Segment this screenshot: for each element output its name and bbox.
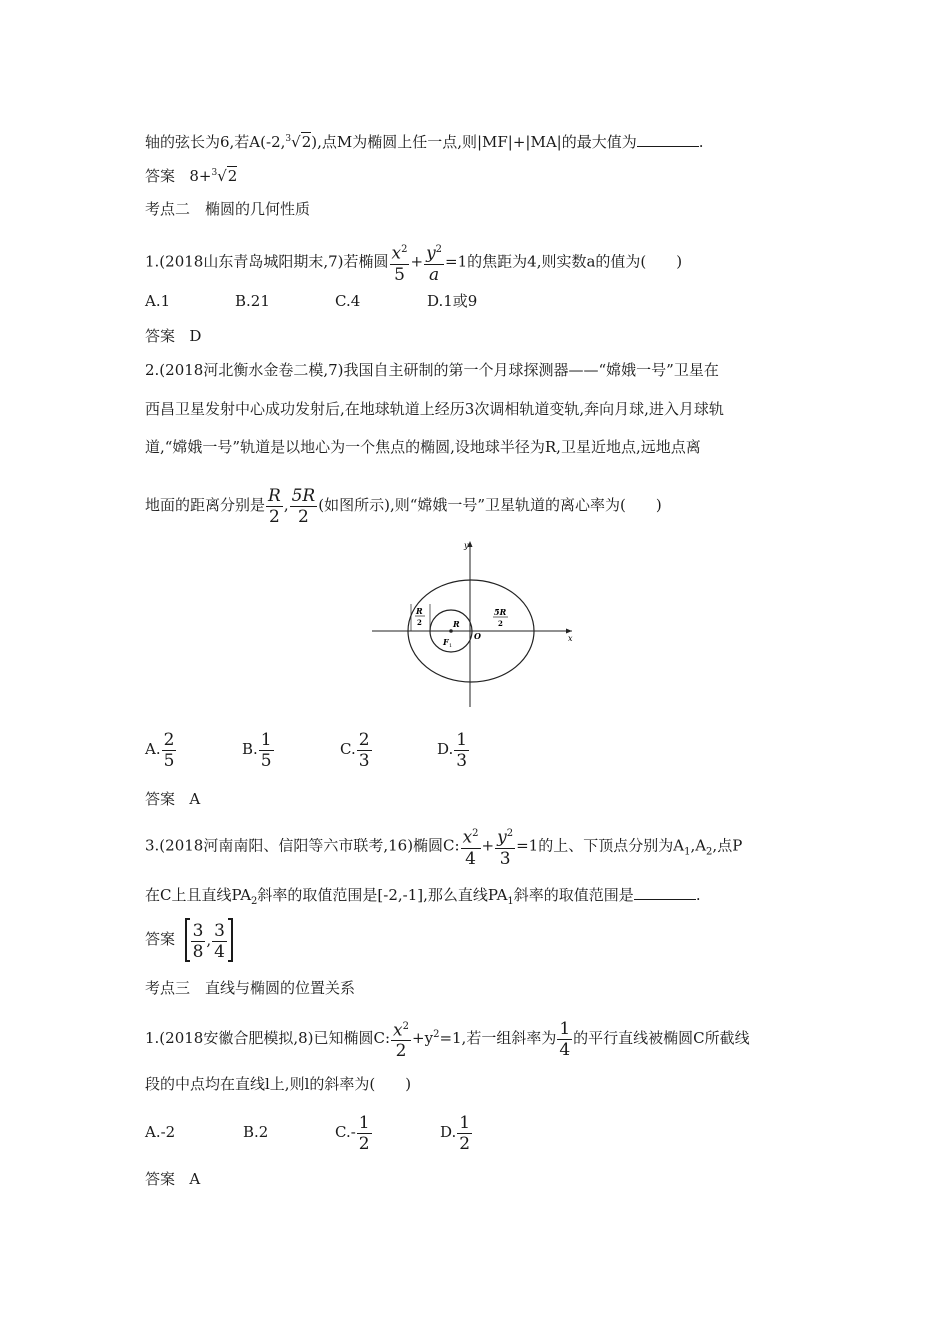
- subscript: 2: [251, 896, 258, 907]
- focus-label: F: [443, 637, 449, 647]
- period: .: [698, 133, 704, 151]
- subscript: 2: [706, 846, 713, 858]
- option-b: B.2: [243, 1123, 269, 1141]
- q2-options: [145, 727, 470, 771]
- answer-label: 答案: [145, 790, 176, 808]
- q3-line2-b: 斜率的取值范围是[-2,-1],那么直线PA: [257, 886, 508, 904]
- q3-mid: ,A: [690, 836, 707, 855]
- option-a: A. $\frac{2}{5}$: [145, 729, 175, 771]
- fraction: $\frac{x^2}{2}$: [391, 1017, 411, 1062]
- answer-blank: [637, 132, 699, 147]
- left-distance-den: 2: [417, 618, 422, 627]
- intro-text: 轴的弦长为6,若A(-2,: [145, 133, 286, 151]
- q4-options: [145, 1110, 473, 1154]
- option-c: C.- $\frac{1}{2}$: [335, 1112, 370, 1154]
- q1-prefix: 1.(2018山东青岛城阳期末,7)若椭圆: [145, 252, 389, 271]
- option-b: B.21: [235, 292, 270, 310]
- option-d: D. $\frac{1}{3}$: [437, 729, 468, 771]
- q2-line4-suffix: (如图所示),则“嫦娥一号”卫星轨道的离心率为( ): [318, 496, 662, 514]
- x-axis-label: x: [568, 634, 573, 643]
- q2-line4-prefix: 地面的距离分别是: [145, 496, 266, 514]
- option-d: D.1或9: [427, 292, 478, 310]
- fraction: $\frac{y^2}{3}$: [495, 824, 515, 869]
- option-a: A.-2: [145, 1123, 176, 1141]
- answer-label: 答案: [145, 167, 176, 185]
- question-3: [145, 824, 742, 873]
- answer-label: 答案: [145, 930, 176, 948]
- q4-mid: +y: [412, 1029, 434, 1047]
- origin-label: O: [474, 631, 481, 641]
- q2-line1: 2.(2018河北衡水金卷二模,7)我国自主研制的第一个月球探测器——“嫦娥一号”卫星在: [145, 361, 719, 379]
- fraction: $\frac{y^2}{a}$: [424, 240, 444, 285]
- radius-label: R: [453, 619, 460, 629]
- x-axis-arrow-icon: [566, 629, 572, 634]
- subscript: 1: [507, 896, 514, 907]
- question-1: [145, 240, 682, 285]
- section-title-2: 考点二 椭圆的几何性质: [145, 200, 311, 218]
- fraction: $\frac{x^2}{4}$: [461, 824, 481, 869]
- subscript: 1: [684, 846, 691, 858]
- cube-root: $^3$√2: [211, 167, 238, 185]
- section-title-3: 考点三 直线与椭圆的位置关系: [145, 979, 356, 997]
- option-c: C.4: [335, 292, 361, 310]
- orbit-figure: [372, 537, 582, 712]
- right-distance-num: 5R: [494, 607, 507, 617]
- period: .: [695, 886, 701, 904]
- q3-line2: [145, 885, 701, 912]
- q4-suffix: 的平行直线被椭圆C所截线: [573, 1029, 750, 1047]
- option-b: B. $\frac{1}{5}$: [242, 729, 272, 771]
- cube-root: $^3$√2: [285, 133, 312, 151]
- q4-answer: [145, 1169, 200, 1189]
- q3-suffix-a: =1的上、下顶点分别为A: [516, 836, 685, 855]
- q1-options: [145, 291, 477, 311]
- answer-value: A: [189, 1170, 201, 1188]
- answer-blank: [634, 885, 696, 900]
- intro-answer: [145, 163, 237, 186]
- q3-answer: [145, 917, 233, 962]
- left-distance-num: R: [416, 606, 423, 616]
- answer-value: D: [189, 327, 202, 345]
- option-d: D. $\frac{1}{2}$: [440, 1112, 471, 1154]
- fraction: $\frac{x^2}{5}$: [390, 240, 410, 285]
- y-axis-label: y: [464, 541, 469, 550]
- answer-value: A: [189, 790, 201, 808]
- q1-suffix: =1的焦距为4,则实数a的值为( ): [445, 252, 683, 271]
- right-distance-den: 2: [498, 619, 503, 628]
- q2-line4: [145, 484, 662, 527]
- q2-answer: [145, 789, 200, 809]
- fraction: $\frac{5R}{2}$: [291, 485, 316, 527]
- answer-label: 答案: [145, 1170, 176, 1188]
- focus-sub: 1: [449, 643, 453, 649]
- q3-prefix: 3.(2018河南南阳、信阳等六市联考,16)椭圆C:: [145, 836, 460, 855]
- q3-suffix-b: ,点P: [712, 836, 743, 855]
- intro-text-tail: ),点M为椭圆上任一点,则|MF|+|MA|的最大值为: [311, 133, 637, 151]
- q2-line2: 西昌卫星发射中心成功发射后,在地球轨道上经历3次调相轨道变轨,奔向月球,进入月球轨: [145, 400, 724, 418]
- answer-label: 答案: [145, 327, 176, 345]
- intro-line: [145, 129, 704, 152]
- q3-line2-a: 在C上且直线PA: [145, 886, 252, 904]
- q4-line2: 段的中点均在直线l上,则l的斜率为( ): [145, 1075, 412, 1093]
- option-c: C. $\frac{2}{3}$: [340, 729, 370, 771]
- superscript: 2: [433, 1029, 440, 1040]
- fraction: $\frac{R}{2}$: [268, 485, 281, 527]
- plus: +: [410, 252, 424, 271]
- interval-bracket: $\frac{3}{8}$ , $\frac{3}{4}$: [185, 918, 233, 962]
- question-4: [145, 1014, 750, 1061]
- comma: ,: [283, 496, 289, 514]
- fraction: $\frac{1}{4}$: [559, 1018, 571, 1060]
- plus: +: [481, 836, 495, 855]
- answer-value: 8+: [189, 167, 212, 185]
- option-a: A.1: [145, 292, 171, 310]
- q1-answer: [145, 326, 201, 346]
- q4-prefix: 1.(2018安徽合肥模拟,8)已知椭圆C:: [145, 1029, 391, 1047]
- q2-line3: 道,“嫦娥一号”轨道是以地心为一个焦点的椭圆,设地球半径为R,卫星近地点,远地点离: [145, 438, 701, 456]
- q3-line2-c: 斜率的取值范围是: [513, 886, 634, 904]
- q4-mid2: =1,若一组斜率为: [439, 1029, 557, 1047]
